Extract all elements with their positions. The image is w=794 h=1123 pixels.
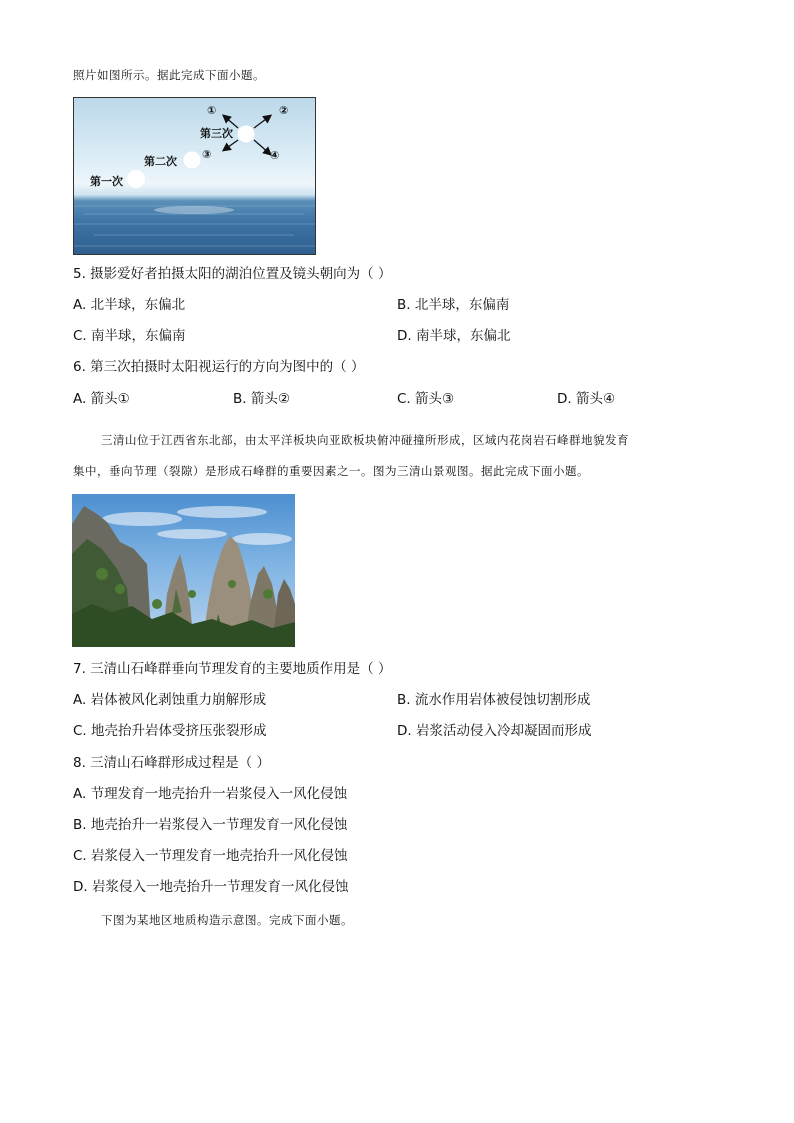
- first-sun-label: 第一次: [90, 175, 123, 188]
- question-7-option-a: A. 岩体被风化剥蚀重力崩解形成: [73, 692, 267, 708]
- second-sun-label: 第二次: [144, 155, 177, 168]
- lake-sun-photo: [73, 97, 316, 255]
- question-6-option-b: B. 箭头②: [233, 391, 290, 407]
- question-8-option-d: D. 岩浆侵入一地壳抬升一节理发育一风化侵蚀: [73, 879, 349, 895]
- question-7-option-c: C. 地壳抬升岩体受挤压张裂形成: [73, 723, 267, 739]
- intro-text-sanqing-line2: 集中，垂向节理（裂隙）是形成石峰群的重要因素之一。图为三清山景观图。据此完成下面小题。: [73, 464, 589, 478]
- question-8-option-c: C. 岩浆侵入一节理发育一地壳抬升一风化侵蚀: [73, 848, 348, 864]
- question-7-option-b: B. 流水作用岩体被侵蚀切割形成: [397, 692, 591, 708]
- intro-text-photo: 照片如图所示。据此完成下面小题。: [73, 68, 265, 82]
- question-6-stem: 6. 第三次拍摄时太阳视运行的方向为图中的（ ）: [73, 359, 365, 375]
- arrow-4-label: ④: [270, 149, 280, 162]
- question-5-option-c: C. 南半球，东偏南: [73, 328, 186, 344]
- question-5-option-a: A. 北半球，东偏北: [73, 297, 186, 313]
- question-6-option-c: C. 箭头③: [397, 391, 455, 407]
- question-8-option-b: B. 地壳抬升一岩浆侵入一节理发育一风化侵蚀: [73, 817, 348, 833]
- arrow-4: [254, 140, 270, 154]
- arrow-3-label: ③: [202, 148, 212, 161]
- arrow-1-label: ①: [207, 104, 217, 117]
- sun-second: [184, 152, 201, 169]
- sun-third: [238, 126, 255, 143]
- third-sun-label: 第三次: [200, 127, 233, 140]
- question-5-option-b: B. 北半球，东偏南: [397, 297, 510, 313]
- sanqing-mountain-photo: [72, 494, 295, 647]
- arrow-2-label: ②: [279, 104, 289, 117]
- question-8-option-a: A. 节理发育一地壳抬升一岩浆侵入一风化侵蚀: [73, 786, 348, 802]
- question-6-option-a: A. 箭头①: [73, 391, 130, 407]
- intro-text-sanqing-line1: 三清山位于江西省东北部，由太平洋板块向亚欧板块俯冲碰撞所形成，区域内花岗岩石峰群地貌发育: [101, 433, 629, 447]
- question-7-option-d: D. 岩浆活动侵入冷却凝固而形成: [397, 723, 592, 739]
- sun-first: [127, 170, 145, 188]
- intro-text-geology: 下图为某地区地质构造示意图。完成下面小题。: [101, 913, 353, 927]
- arrow-3: [224, 140, 238, 150]
- question-7-stem: 7. 三清山石峰群垂向节理发育的主要地质作用是（ ）: [73, 661, 392, 677]
- arrow-2: [254, 116, 270, 128]
- question-5-stem: 5. 摄影爱好者拍摄太阳的湖泊位置及镜头朝向为（ ）: [73, 266, 392, 282]
- question-8-stem: 8. 三清山石峰群形成过程是（ ）: [73, 755, 270, 771]
- question-6-option-d: D. 箭头④: [557, 391, 616, 407]
- question-5-option-d: D. 南半球，东偏北: [397, 328, 511, 344]
